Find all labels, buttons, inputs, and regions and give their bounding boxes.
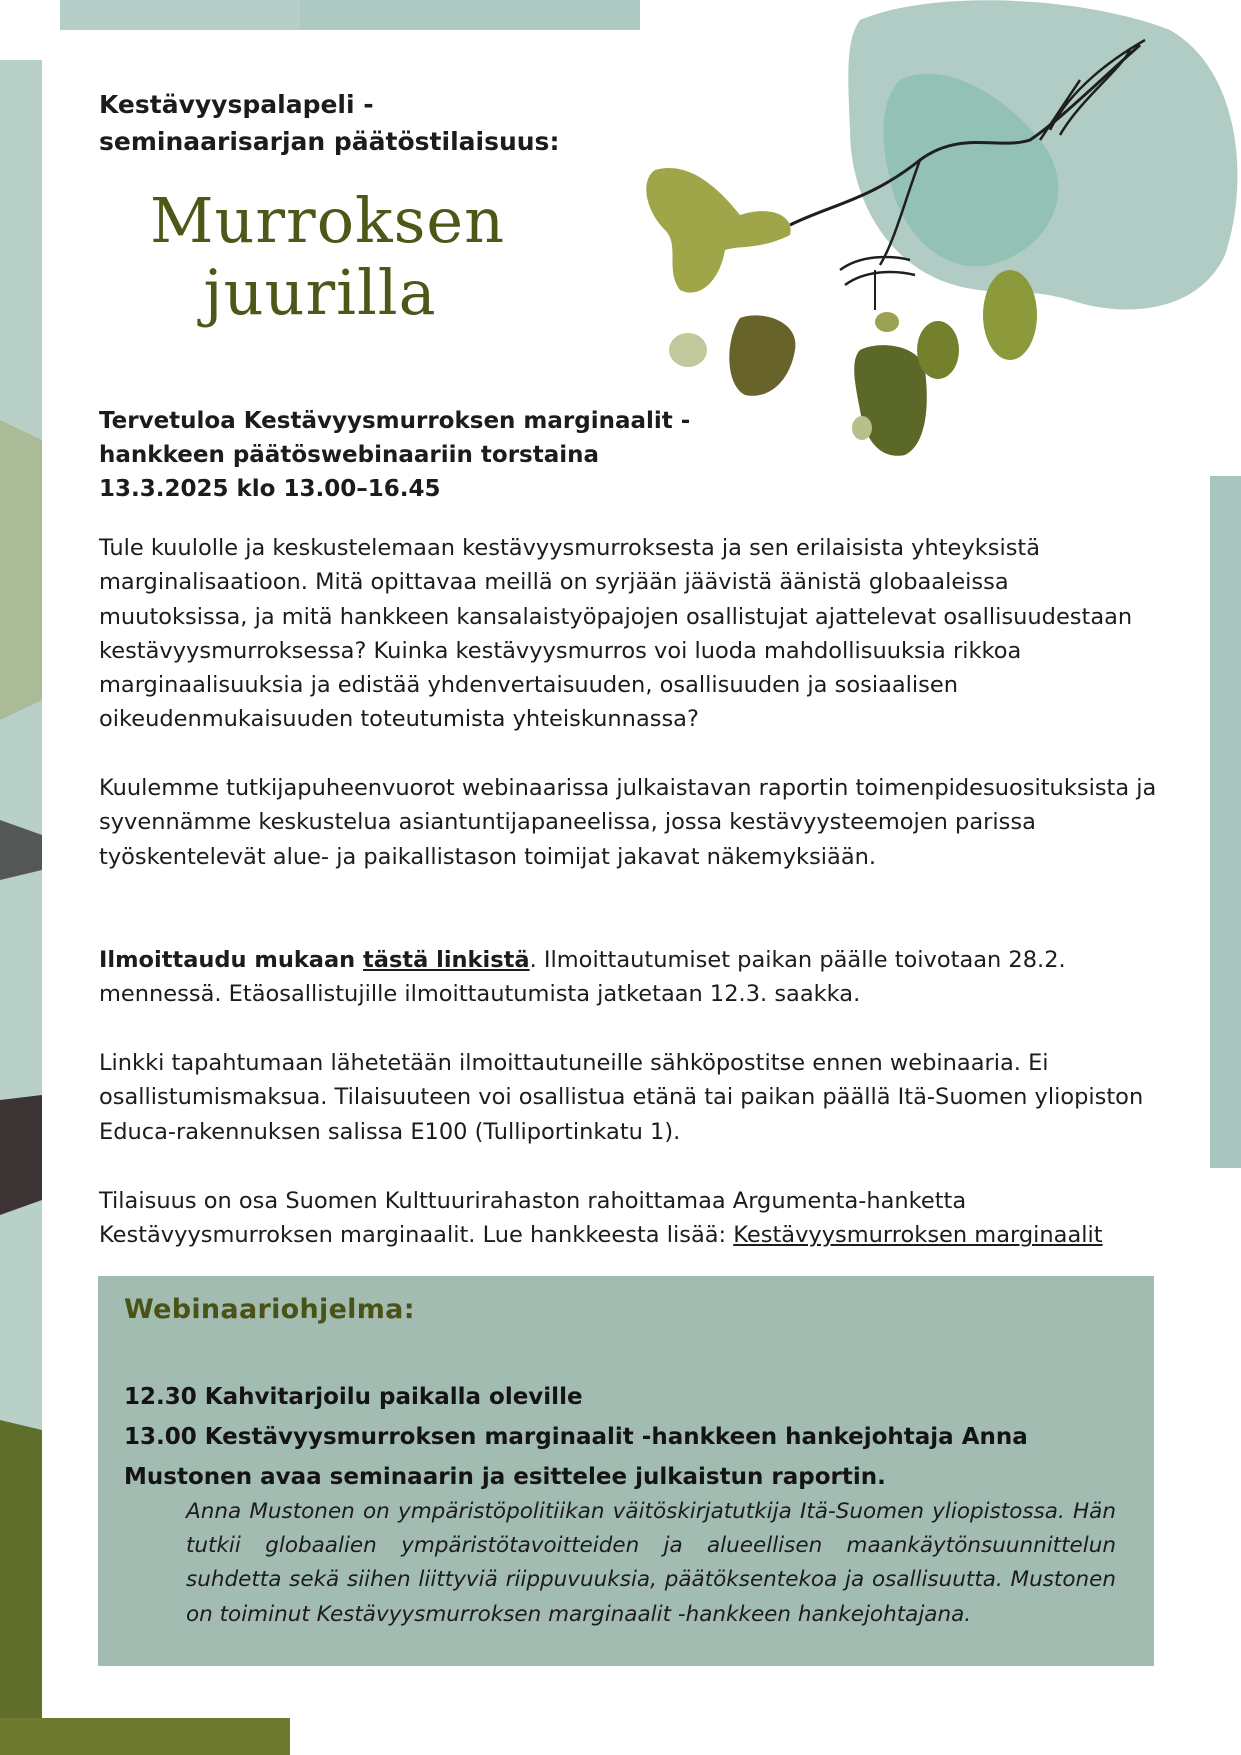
paragraph-description: Tule kuulolle ja keskustelemaan kestävyysmurroksesta ja sen erilaisista yhteyksistä marginalisaatioon. Mitä opittavaa meillä on syrjään jäävistä äänistä globaaleissa muutoksissa, ja mitä hankkeen kansalaistyöpajojen osallistujat ajattelevat osallisuudestaan kestävyysmurroksessa? Kuinka kestävyysmurros voi luoda mahdollisuuksia rikkoa marginaalisuuksia ja edistää yhdenvertaisuuden, osallisuuden ja sosiaalisen oikeudenmukaisuuden toteutumista yhteiskunnassa?	[99, 535, 1133, 733]
paragraph-practical-info: Linkki tapahtumaan lähetetään ilmoittautuneille sähköpostitse ennen webinaaria. Ei osallistumismaksua. Tilaisuuteen voi osallistua etänä tai paikan päällä Itä-Suomen yliopiston Educa-rakennuksen salissa E100 (Tulliportinkatu 1).	[99, 1050, 1144, 1145]
subtitle-line-2: seminaarisarjan päätöstilaisuus:	[99, 127, 560, 156]
registration-details: . Ilmoittautumiset paikan päälle toivotaan 28.2. mennessä. Etäosallistujille ilmoittautumista jatketaan 12.3. saakka.	[99, 947, 1066, 1008]
registration-lead: Ilmoittaudu mukaan	[99, 947, 364, 973]
event-subtitle	[99, 86, 659, 160]
registration-link[interactable]: tästä linkistä	[363, 947, 530, 973]
title-line-1: Murroksen	[150, 184, 506, 257]
speaker-bio: Anna Mustonen on ympäristöpolitiikan väitöskirjatutkija Itä-Suomen yliopistossa. Hän tutkii globaalien ympäristötavoitteiden ja alueellisen maankäytönsuunnittelun suhdetta sekä siihen liittyviä riippuvuuksia, päätöksentekoa ja osallisuutta. Mustonen on toiminut Kestävyysmurroksen marginaalit -hankkeen hankejohtajana.	[186, 1499, 1116, 1627]
paragraph-registration	[99, 943, 1159, 1012]
intro-heading	[99, 404, 719, 506]
paragraph-funding	[99, 1184, 1159, 1253]
funding-text: Tilaisuus on osa Suomen Kulttuurirahaston rahoittamaa Argumenta-hanketta Kestävyysmurroksen marginaalit. Lue hankkeesta lisää:	[99, 1188, 967, 1249]
program-item-opening: 13.00 Kestävyysmurroksen marginaalit -hankkeen hankejohtaja Anna Mustonen avaa seminaarin ja esittelee julkaistun raportin.	[124, 1424, 1028, 1490]
title-line-2: juurilla	[203, 256, 437, 329]
subtitle-line-1: Kestävyyspalapeli -	[99, 90, 374, 119]
program-box	[98, 1276, 1154, 1666]
event-title	[150, 184, 506, 329]
intro-line-2: hankkeen päätöswebinaariin torstaina	[99, 442, 600, 468]
intro-line-3: 13.3.2025 klo 13.00–16.45	[99, 476, 441, 502]
intro-line-1: Tervetuloa Kestävyysmurroksen marginaalit -	[99, 408, 691, 434]
paragraph-program-summary: Kuulemme tutkijapuheenvuorot webinaarissa julkaistavan raportin toimenpidesuosituksista ja syvennämme keskustelua asiantuntijapaneelissa, jossa kestävyysteemojen parissa työskentelevät alue- ja paikallistason toimijat jakavat näkemyksiään.	[99, 775, 1157, 870]
project-link[interactable]: Kestävyysmurroksen marginaalit	[733, 1222, 1103, 1249]
program-item-coffee: 12.30 Kahvitarjoilu paikalla oleville	[124, 1384, 583, 1410]
program-title: Webinaariohjelma:	[124, 1294, 415, 1325]
